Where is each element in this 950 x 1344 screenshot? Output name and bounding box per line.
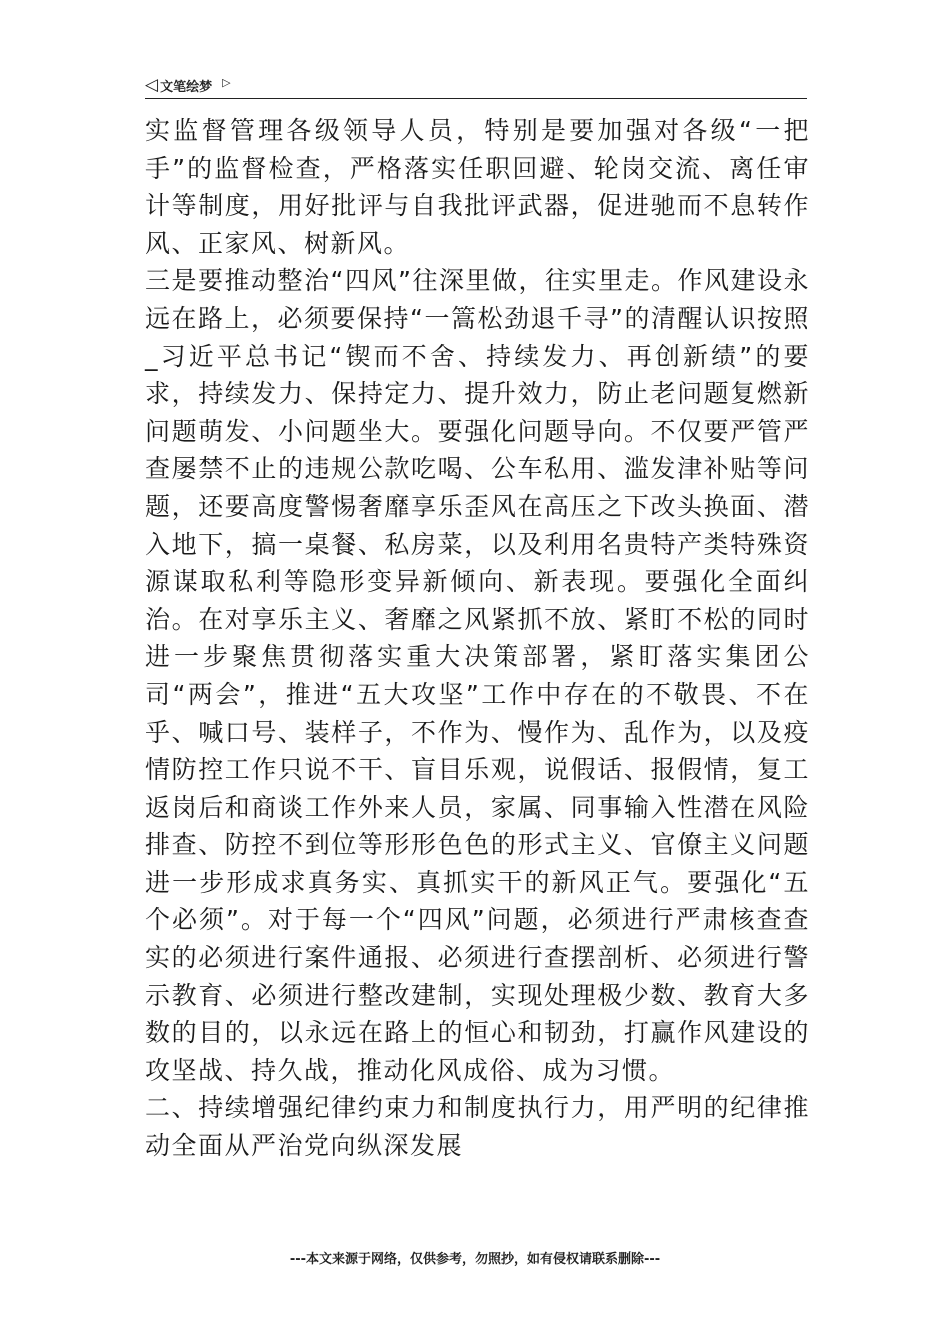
paragraph-2: 三是要推动整治“四风”往深里做，往实里走。作风建设永远在路上，必须要保持“一篙松劲退千寻”的清醒认识按照_习近平总书记“锲而不舍、持续发力、再创新绩”的要求，持续发力、保持定力、提升效力，防止老问题复燃新问题萌发、小问题坐大。要强化问题导向。不仅要严管严查屡禁不止的违规公款吃喝、公车私用、滥发津补贴等问题，还要高度警惕奢靡享乐歪风在高压之下改头换面、潜入地下，搞一桌餐、私房菜，以及利用名贵特产类特殊资源谋取私利等隐形变异新倾向、新表现。要强化全面纠治。在对享乐主义、奢靡之风紧抓不放、紧盯不松的同时进一步聚焦贯彻落实重大决策部署，紧盯落实集团公司“两会”，推进“五大攻坚”工作中存在的不敬畏、不在乎、喊口号、装样子，不作为、慢作为、乱作为，以及疫情防控工作只说不干、盲目乐观，说假话、报假情，复工返岗后和商谈工作外来人员，家属、同事输入性潜在风险排查、防控不到位等形形色色的形式主义、官僚主义问题进一步形成求真务实、真抓实干的新风正气。要强化“五个必须”。对于每一个“四风”问题，必须进行严肃核查查实的必须进行案件通报、必须进行查摆剖析、必须进行警示教育、必须进行整改建制，实现处理极少数、教育大多数的目的，以永远在路上的恒心和韧劲，打赢作风建设的攻坚战、持久战，推动化风成俗、成为习惯。 — [145, 266, 810, 1085]
triangle-left-icon: ◁ — [145, 74, 159, 95]
page-header — [145, 72, 807, 99]
paragraph-1: 实监督管理各级领导人员，特别是要加强对各级“一把手”的监督检查，严格落实任职回避、轮岗交流、离任审计等制度，用好批评与自我批评武器，促进驰而不息转作风、正家风、树新风。 — [145, 116, 810, 258]
page-footer: ---本文来源于网络，仅供参考，勿照抄，如有侵权请联系删除--- — [289, 1252, 661, 1267]
triangle-right-icon: ▷ — [222, 75, 231, 89]
header-title: 文笔绘梦 — [160, 79, 213, 95]
section-heading: 二、持续增强纪律约束力和制度执行力，用严明的纪律推动全面从严治党向纵深发展 — [145, 1093, 810, 1161]
document-body — [145, 112, 810, 1165]
